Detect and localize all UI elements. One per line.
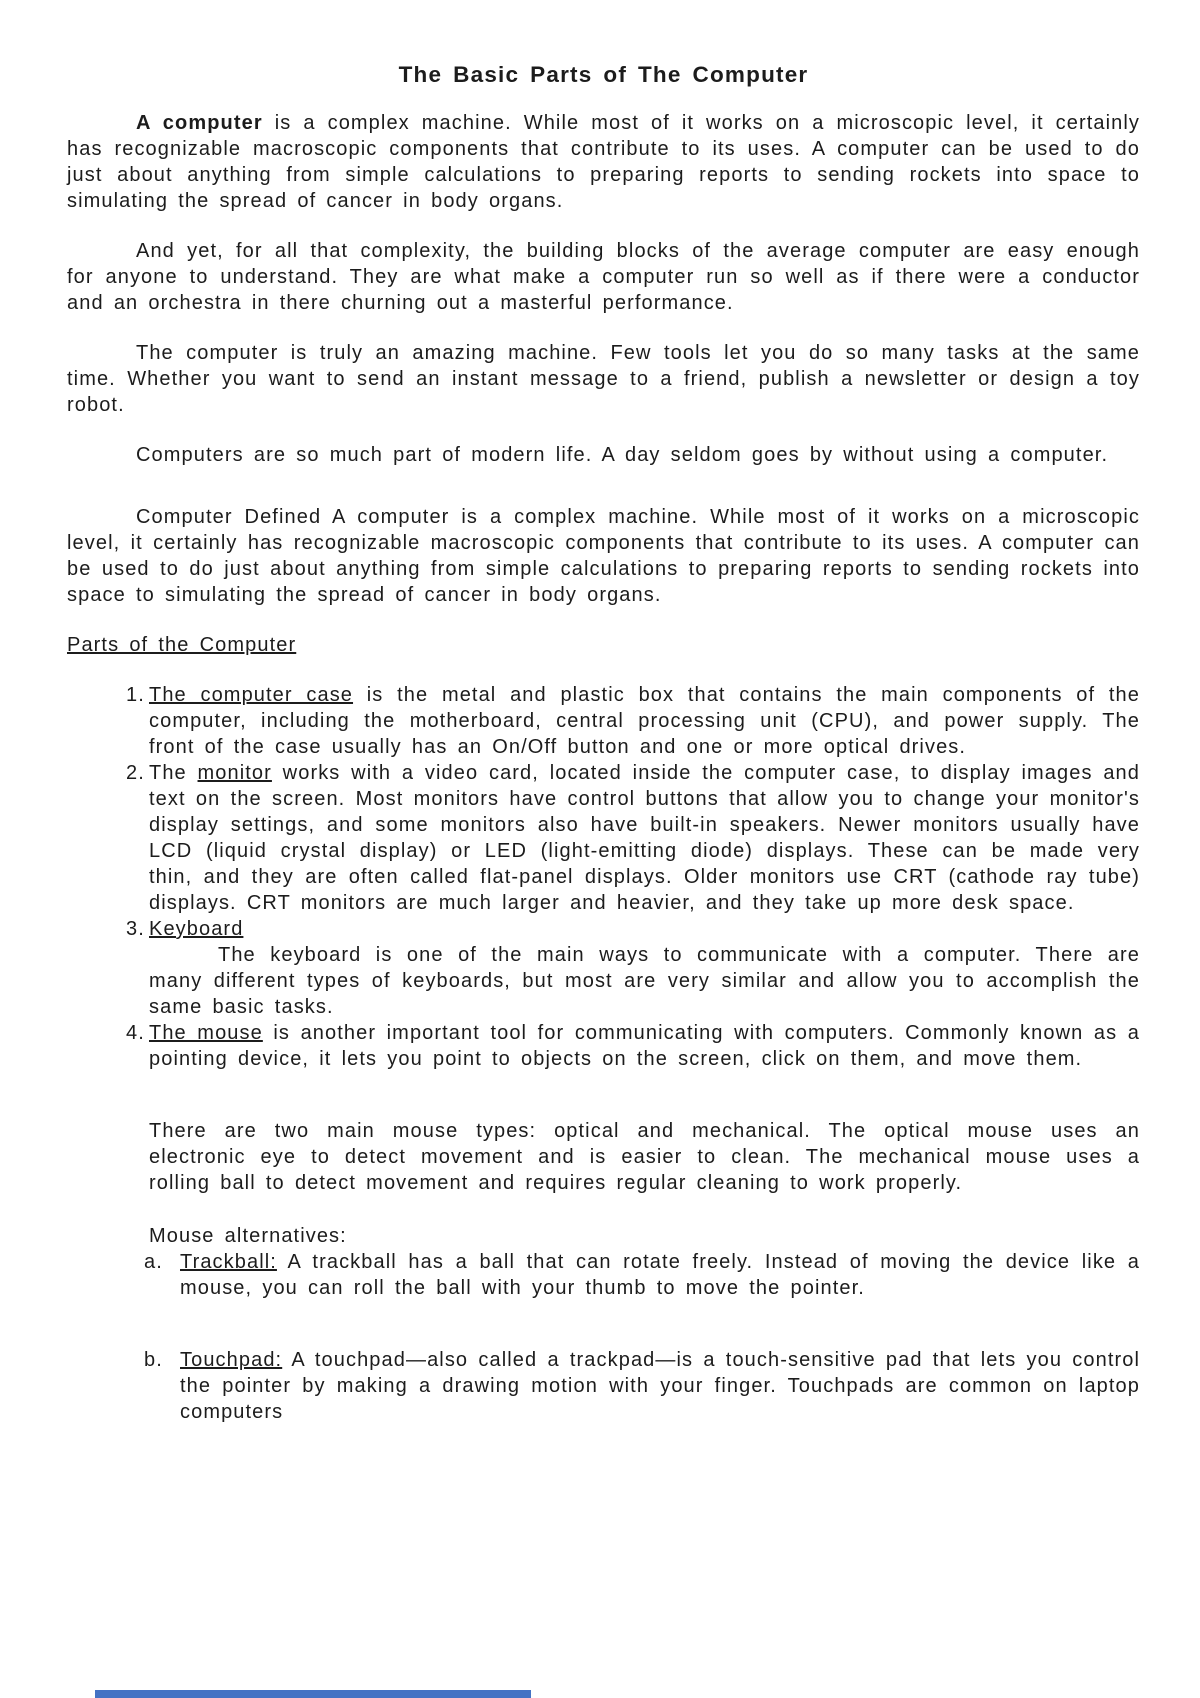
list-item-rest: is the metal and plastic box that contains the main components of the computer, including the motherboard, central processing unit (CPU), and power supply. The front of the case usually has an On/Off button and one or more optical drives.	[149, 684, 1140, 758]
paragraph-lead-bold: A computer	[136, 112, 263, 134]
mouse-alternatives-label: Mouse alternatives:	[149, 1225, 347, 1247]
list-item-number: 3.	[126, 918, 145, 940]
underlined-term-trackball: Trackball:	[180, 1251, 277, 1273]
document-title: The Basic Parts of The Computer	[398, 62, 809, 87]
underlined-term-touchpad: Touchpad:	[180, 1349, 283, 1371]
list-item-text	[149, 1020, 1140, 1072]
list-item-pre: The	[149, 762, 198, 784]
computer-defined-paragraph: Computer Defined A computer is a complex machine. While most of it works on a microscopic level, it certainly has recognizable macroscopic components that contribute to its uses. A computer can be used to do just about anything from simple calculations to preparing reports to sending rockets into space to simulating the spread of cancer in body organs.	[67, 506, 1140, 606]
list-item-text	[149, 682, 1140, 760]
letter-item-marker: b.	[144, 1349, 163, 1371]
list-item-rest: is another important tool for communicating with computers. Commonly known as a pointing device, it lets you point to objects on the screen, click on them, and move them.	[149, 1022, 1140, 1070]
letter-item-rest: A touchpad—also called a trackpad—is a touch-sensitive pad that lets you control the pointer by making a drawing motion with your finger. Touchpads are common on laptop computers	[180, 1349, 1140, 1423]
letter-item-marker: a.	[144, 1251, 163, 1273]
underlined-term-computer-case: The computer case	[149, 684, 354, 706]
list-item-monitor	[67, 760, 1140, 916]
list-item-mouse	[67, 1020, 1140, 1072]
page-bottom-partial-bar	[95, 1690, 531, 1698]
letter-item-rest: A trackball has a ball that can rotate freely. Instead of moving the device like a mouse, you can roll the ball with your thumb to move the pointer.	[180, 1251, 1140, 1299]
section-heading-parts-of-the-computer: Parts of the Computer	[67, 634, 297, 656]
underlined-term-keyboard: Keyboard	[149, 918, 244, 940]
list-item-number: 1.	[126, 684, 145, 706]
list-item-number: 2.	[126, 762, 145, 784]
mouse-types-paragraph: There are two main mouse types: optical and mechanical. The optical mouse uses an electronic eye to detect movement and is easier to clean. The mechanical mouse uses a rolling ball to detect movement and requires regular cleaning to work properly.	[149, 1120, 1140, 1194]
letter-item-text	[180, 1347, 1140, 1425]
list-item-number: 4.	[126, 1022, 145, 1044]
paragraph-text: is a complex machine. While most of it works on a microscopic level, it certainly has recognizable macroscopic components that contribute to its uses. A computer can be used to do just about anything from simple calculations to preparing reports to sending rockets into space to simulating the spread of cancer in body organs.	[67, 112, 1140, 212]
intro-paragraph-3: The computer is truly an amazing machine. Few tools let you do so many tasks at the same time. Whether you want to send an instant message to a friend, publish a newsletter or design a toy robot.	[67, 342, 1140, 416]
letter-item-touchpad	[67, 1347, 1140, 1425]
intro-paragraph-4: Computers are so much part of modern life. A day seldom goes by without using a computer.	[136, 444, 1109, 466]
list-item-text	[149, 760, 1140, 916]
underlined-term-mouse: The mouse	[149, 1022, 263, 1044]
letter-item-text	[180, 1249, 1140, 1301]
underlined-term-monitor: monitor	[197, 762, 272, 784]
list-item-computer-case	[67, 682, 1140, 760]
intro-paragraph-1	[67, 110, 1140, 214]
intro-paragraph-2: And yet, for all that complexity, the building blocks of the average computer are easy enough for anyone to understand. They are what make a computer run so well as if there were a conductor and an orchestra in there churning out a masterful performance.	[67, 240, 1140, 314]
keyboard-description-paragraph: The keyboard is one of the main ways to communicate with a computer. There are many different types of keyboards, but most are very similar and allow you to accomplish the same basic tasks.	[149, 944, 1140, 1018]
list-item-keyboard	[67, 916, 1140, 1020]
letter-item-trackball	[67, 1249, 1140, 1301]
list-item-text	[149, 916, 1140, 1020]
list-item-rest: works with a video card, located inside the computer case, to display images and text on the screen. Most monitors have control buttons that allow you to change your monitor's display settings, and some monitors also have built-in speakers. Newer monitors usually have LCD (liquid crystal display) or LED (light-emitting diode) displays. These can be made very thin, and they are often called flat-panel displays. Older monitors use CRT (cathode ray tube) displays. CRT monitors are much larger and heavier, and they take up more desk space.	[149, 762, 1140, 914]
